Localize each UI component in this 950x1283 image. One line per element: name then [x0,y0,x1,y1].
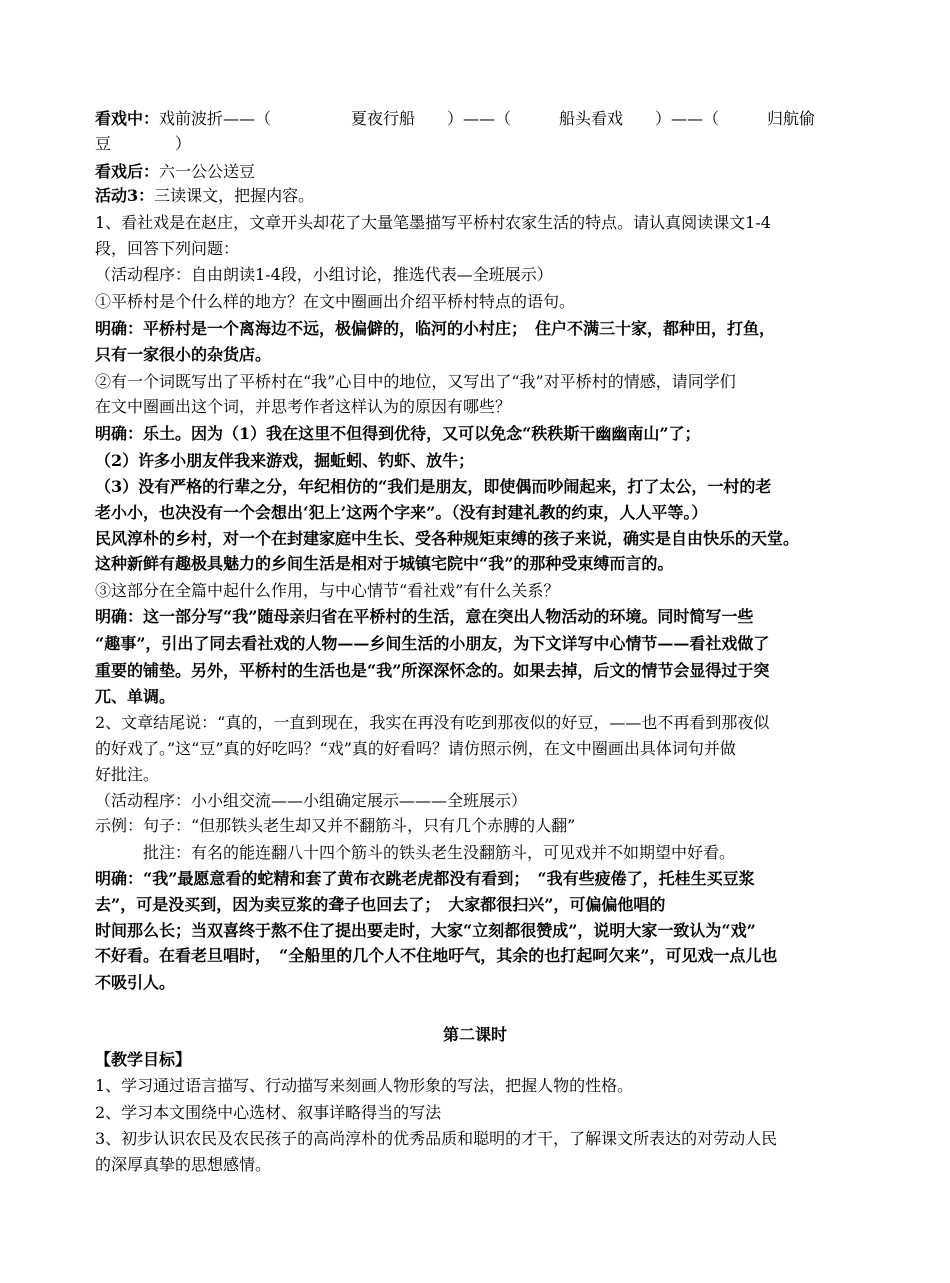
answer-3-line3: 重要的铺垫。另外，平桥村的生活也是“我”所深深怀念的。如果去掉，后文的情节会显得过于突 [95,661,770,680]
answer-3-line1: 明确：这一部分写“我”随母亲归省在平桥村的生活，意在突出人物活动的环境。同时简写一些 [95,607,754,626]
example-annotation: 批注：有名的能连翻八十四个筋斗的铁头老生没翻筋斗，可见戏并不如期望中好看。 [95,843,736,862]
teaching-goals-heading: 【教学目标】 [95,1050,192,1069]
answer-4-line3: 时间那么长；当双喜终于熬不住了提出要走时，大家“立刻都很赞成”，说明大家一致认为“戏” [95,921,756,940]
answer-4-line1: 明确：“我”最愿意看的蛇精和套了黄布衣跳老虎都没有看到； “我有些疲倦了，托桂生买豆浆 [95,869,755,888]
line-activity3 [95,185,314,207]
line-kanxihou [95,161,255,183]
goal-3-line2: 的深厚真挚的思想感情。 [95,1155,272,1174]
line-dou: 豆 ） [95,134,192,153]
answer-2-line5: 民风淳朴的乡村，对一个在封建家庭中生长、受各种规矩束缚的孩子来说，确实是自由快乐的天堂。 [95,529,800,548]
text-activity3: 三读课文，把握内容。 [154,186,315,205]
answer-2-line6: 这种新鲜有趣极具魅力的乡间生活是相对于城镇宅院中“我”的那种受束缚而言的。 [95,554,674,573]
subquestion-2-line2: 在文中圈画出这个词，并思考作者这样认为的原因有哪些？ [95,397,512,416]
subquestion-2-line1: ②有一个词既写出了平桥村在“我”心目中的地位，又写出了“我”对平桥村的情感，请同学们 [95,372,736,391]
text-kanxihou: 六一公公送豆 [159,162,256,181]
answer-2-line3: （3）没有严格的行辈之分，年纪相仿的“我们是朋友，即使偶而吵闹起来，打了太公，一村的老 [95,477,772,496]
label-activity3: 活动3： [95,186,155,205]
activity-procedure-2: （活动程序：小小组交流——小组确定展示———全班展示） [95,791,528,810]
answer-1-line1: 明确：平桥村是一个离海边不远，极偏僻的，临河的小村庄； 住户不满三十家，都种田，打鱼， [95,319,776,338]
answer-1-line2: 只有一家很小的杂货店。 [95,345,272,364]
question-2-line1: 2、文章结尾说：“真的，一直到现在，我实在再没有吃到那夜似的好豆，——也不再看到那夜似 [95,713,770,732]
question-2-line2: 的好戏了。”这“豆”真的好吃吗？“戏”真的好看吗？请仿照示例，在文中圈画出具体词句并做 [95,739,736,758]
subquestion-3: ③这部分在全篇中起什么作用，与中心情节“看社戏”有什么关系？ [95,581,560,600]
answer-2-line1: 明确：乐土。因为（1）我在这里不但得到优待，又可以免念“秩秩斯干幽幽南山”了； [95,424,701,443]
answer-4-line5: 不吸引人。 [95,973,176,992]
label-kanxihou: 看戏后： [95,162,160,181]
answer-4-line4: 不好看。在看老旦唱时， “全船里的几个人不住地吁气，其余的也打起呵欠来”，可见戏一点儿也 [95,946,778,965]
section-title: 第二课时 [442,1025,507,1044]
answer-2-line4: 老小小，也决没有一个会想出‘犯上’这两个字来”。（没有封建礼教的约束，人人平等。） [95,503,708,522]
question-1-line1: 1、看社戏是在赵庄，文章开头却花了大量笔墨描写平桥村农家生活的特点。请认真阅读课文1-4 [95,213,771,232]
question-2-line3: 好批注。 [95,765,160,784]
goal-3-line1: 3、初步认识农民及农民孩子的高尚淳朴的优秀品质和聪明的才干，了解课文所表达的对劳动人民 [95,1129,778,1148]
goal-1: 1、学习通过语言描写、行动描写来刻画人物形象的写法，把握人物的性格。 [95,1076,634,1095]
example-sentence: 示例：句子：“但那铁头老生却又并不翻筋斗，只有几个赤膊的人翻” [95,816,576,835]
label-kanxizhong: 看戏中： [95,109,160,128]
goal-2: 2、学习本文围绕中心选材、叙事详略得当的写法 [95,1103,442,1122]
answer-2-line2: （2）许多小朋友伴我来游戏，掘蚯蚓、钓虾、放牛； [95,451,475,470]
line-kanxizhong [95,108,815,130]
activity-procedure-1: （活动程序：自由朗读1-4段，小组讨论，推选代表—全班展示） [95,265,553,284]
answer-4-line2: 去”，可是没买到，因为卖豆浆的聋子也回去了； 大家都很扫兴”，可偏偏他唱的 [95,895,666,914]
question-1-line2: 段，回答下列问题： [95,239,240,258]
subquestion-1: ①平桥村是个什么样的地方？在文中圈画出介绍平桥村特点的语句。 [95,292,576,311]
answer-3-line4: 兀、单调。 [95,687,176,706]
answer-3-line2: “趣事”，引出了同去看社戏的人物——乡间生活的小朋友，为下文详写中心情节——看社戏做了 [95,634,770,653]
text-kanxizhong: 戏前波折——（ 夏夜行船 ）——（ 船头看戏 ）——（ 归航偷 [159,109,816,128]
